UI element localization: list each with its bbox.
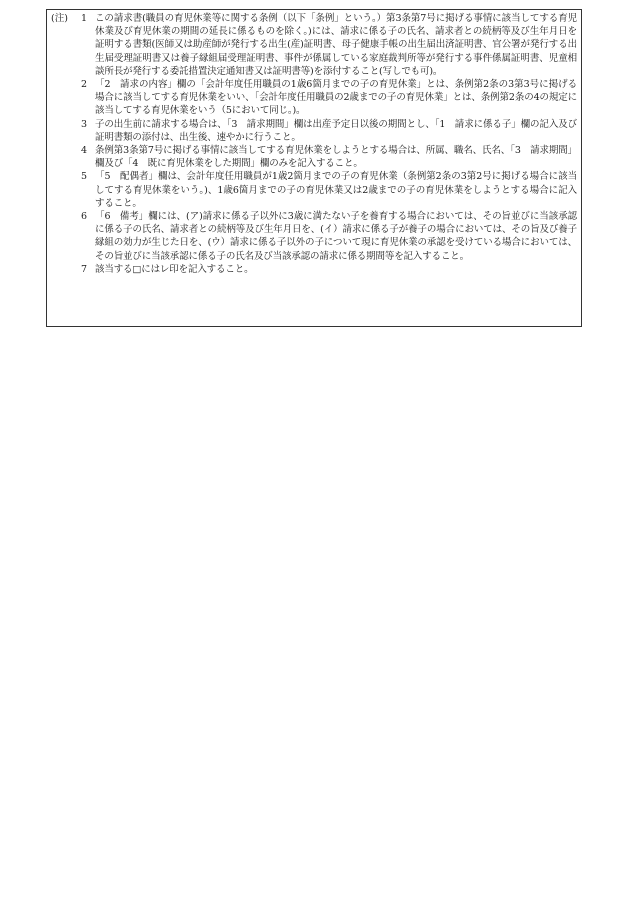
note-text: 子の出生前に請求する場合は、「3 請求期間」欄は出産予定日以後の期間とし、「1 請求に係る子」欄の記入及び証明書類の添付は、出生後、速やかに行うこと。 xyxy=(95,118,577,143)
note-text: 「6 備考」欄には、(ア)請求に係る子以外に3歳に満たない子を養育する場合においては、その旨並びに当該承認に係る子の氏名、請求者との続柄等及び生年月日を、(イ）請求に係る子が養子の場合においては、その旨及び養子縁組の効力が生じた日を、(ウ）請求に係る子以外の子について現に育児休業の承認を受けている場合においては、その旨並びに当該承認に係る子の氏名及び当該承認の請求に係る期間等を記入すること。 xyxy=(95,211,577,262)
note-text: 条例第3条第7号に掲げる事情に該当してする育児休業をしようとする場合は、所属、職名、氏名、「3 請求期間」欄及び「4 既に育児休業をした期間」欄のみを記入すること。 xyxy=(95,145,577,170)
notes-box xyxy=(46,9,582,327)
note-text: この請求書(職員の育児休業等に関する条例（以下「条例」という。）第3条第7号に掲げる事情に該当してする育児休業及び育児休業の期間の延長に係るものを除く。)には、請求に係る子の氏名、請求者との続柄等及び生年月日を証明する書類(医師又は助産師が発行する出生(産)証明書、母子健康手帳の出生届出済証明書、官公署が発行する出生届受理証明書又は養子縁組届受理証明書、事件が係属している家庭裁判所等が発行する事件係属証明書、児童相談所長が発行する委託措置決定通知書又は証明書等)を添付すること(写しでも可)。 xyxy=(95,13,577,77)
note-item-2 xyxy=(81,78,577,118)
note-text: 該当する□にはレ印を記入すること。 xyxy=(95,263,254,275)
note-number: 1 xyxy=(81,13,88,24)
note-number: 6 xyxy=(81,211,88,223)
note-item-3 xyxy=(81,118,577,144)
notes-label: (注) xyxy=(51,13,68,24)
note-number: 7 xyxy=(81,263,88,275)
notes-list xyxy=(81,12,577,276)
note-item-7 xyxy=(81,263,577,276)
note-item-5 xyxy=(81,170,577,210)
note-number: 4 xyxy=(81,145,88,157)
notes-section xyxy=(51,12,577,276)
note-item-4 xyxy=(81,144,577,170)
note-number: 2 xyxy=(81,79,88,91)
note-number: 3 xyxy=(81,118,88,130)
note-item-6 xyxy=(81,210,577,263)
note-text: 「5 配偶者」欄は、会計年度任用職員が1歳2箇月までの子の育児休業（条例第2条の3第2号に掲げる場合に該当してする育児休業をいう。)、1歳6箇月までの子の育児休業又は2歳までの子の育児休業をしようとする場合に記入すること。 xyxy=(95,171,577,209)
note-item-1 xyxy=(81,12,577,78)
note-number: 5 xyxy=(81,171,88,183)
note-text: 「2 請求の内容」欄の「会計年度任用職員の1歳6箇月までの子の育児休業」とは、条例第2条の3第3号に掲げる場合に該当してする育児休業をいい、「会計年度任用職員の2歳までの子の育児休業」とは、条例第2条の4の規定に該当してする育児休業をいう（5において同じ。)。 xyxy=(95,79,577,117)
